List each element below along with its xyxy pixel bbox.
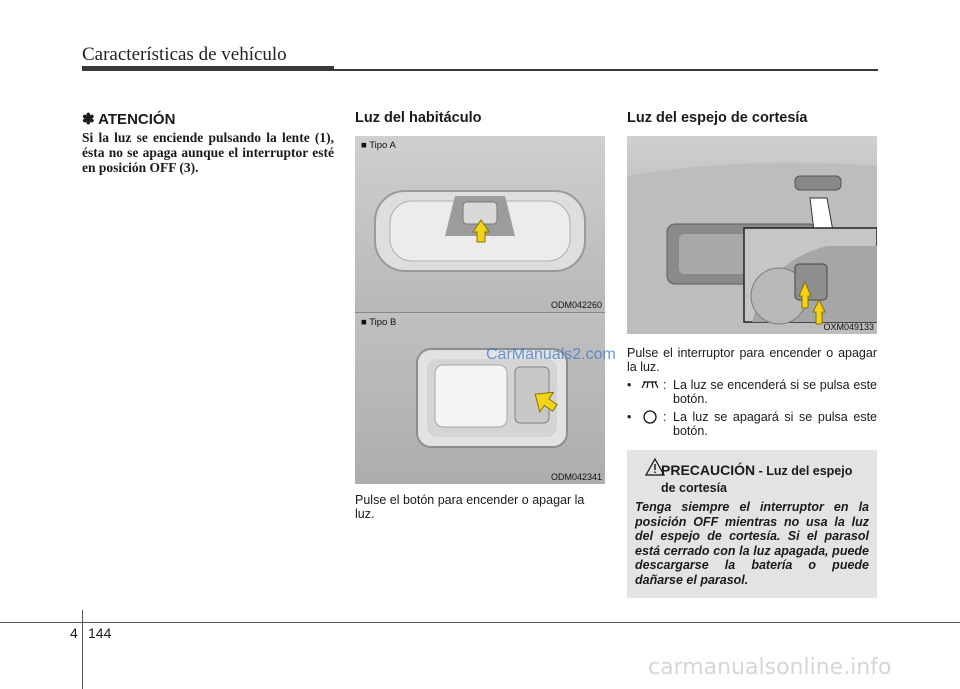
vanity-light-section [627, 110, 877, 438]
attention-heading: ✽ ATENCIÓN [82, 111, 176, 128]
type-b-label: ■ Tipo B [361, 317, 397, 328]
header-rule-thin [334, 69, 878, 71]
vanity-on-text: La luz se encenderá si se pulsa este botón. [673, 378, 877, 406]
room-light-photo-b [355, 312, 605, 484]
attention-body: Si la luz se enciende pulsando la lente (1), ésta no se apaga aunque el interruptor esté en posición OFF (3). [82, 130, 334, 175]
caution-box [627, 450, 877, 598]
chapter-number: 4 [70, 625, 78, 641]
page-header-title: Características de vehículo [82, 44, 287, 65]
warning-triangle-icon [645, 458, 665, 476]
room-light-b-illustration [355, 313, 605, 484]
vanity-off-item: • : La luz se apagará si se pulsa este botón. [627, 410, 877, 438]
light-on-icon [637, 378, 663, 406]
type-a-label: ■ Tipo A [361, 140, 396, 151]
footer-divider [82, 610, 83, 689]
attention-section [82, 110, 334, 175]
header-rule-thick [82, 66, 334, 71]
caution-subtitle: - Luz del espejo de cortesía [661, 464, 853, 495]
caution-title-main: PRECAUCIÓN [661, 462, 756, 478]
vanity-light-photo [627, 136, 877, 334]
type-a-code: ODM042260 [550, 300, 602, 310]
vanity-light-intro: Pulse el interruptor para encender o apagar la luz. [627, 346, 877, 374]
vanity-light-illustration [627, 136, 877, 334]
vanity-on-item: • : La luz se encenderá si se pulsa este botón. [627, 378, 877, 406]
type-b-code: ODM042341 [550, 472, 602, 482]
vanity-off-text: La luz se apagará si se pulsa este botón. [673, 410, 877, 438]
room-light-a-illustration [355, 136, 605, 312]
vanity-image-code: OXM049133 [823, 322, 874, 332]
light-off-icon [637, 410, 663, 438]
room-light-title: Luz del habitáculo [355, 110, 482, 126]
caution-body: Tenga siempre el interruptor en la posición OFF mientras no usa la luz del espejo de cortesía. Si el parasol está cerrado con la luz apagada, puede descargarse la batería o puede dañarse el parasol. [635, 500, 869, 587]
bullet-dot: • [627, 378, 632, 392]
watermark-link[interactable]: CarManuals2.com [486, 346, 616, 363]
site-watermark: carmanualsonline.info [648, 655, 892, 680]
room-light-text: Pulse el botón para encender o apagar la luz. [355, 493, 585, 521]
room-light-section [355, 110, 605, 521]
page-number: 144 [88, 625, 112, 641]
footer-rule [0, 622, 960, 623]
room-light-photo-a [355, 136, 605, 312]
vanity-light-title: Luz del espejo de cortesía [627, 110, 808, 126]
bullet-dot: • [627, 410, 632, 424]
caution-title [635, 462, 869, 496]
